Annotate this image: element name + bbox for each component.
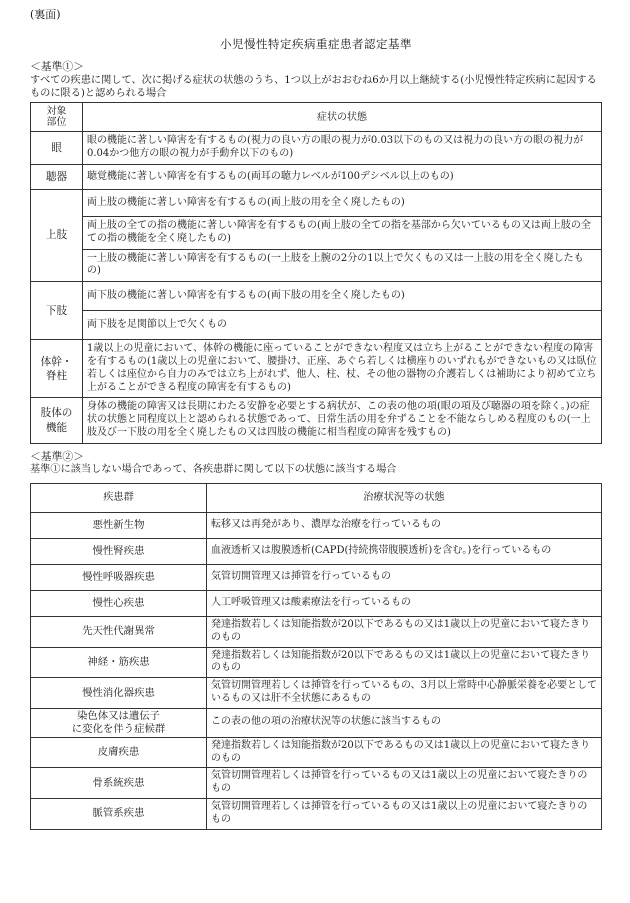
row-symptom: 1歳以上の児童において、体幹の機能に座っていることができない程度又は立ち上がることができない程度の障害を有するもの(1歳以上の児童において、腰掛け、正座、あぐら若しくは横座りのいずれもができないもの又は臥位若しくは座位から自力のみでは立ち上がれず、他人、柱、杖、その他の器物の介護若しくは補助により初めて立ち上がることができる程度の障害を有するもの)	[83, 340, 602, 398]
row-category: 眼	[31, 132, 83, 165]
row-treatment-status: 気管切開管理若しくは挿管を行っているもの又は1歳以上の児童において寝たきりのもの	[207, 799, 602, 830]
row-disease-group: 慢性消化器疾患	[31, 678, 207, 709]
column-header-disease-group: 疾患群	[31, 484, 207, 513]
row-category: 体幹・ 脊柱	[31, 340, 83, 398]
row-treatment-status: 人工呼吸管理又は酸素療法を行っているもの	[207, 591, 602, 617]
row-disease-group: 神経・筋疾患	[31, 647, 207, 678]
table-row	[31, 340, 602, 398]
row-disease-group: 脈管系疾患	[31, 799, 207, 830]
table-row	[31, 513, 602, 539]
table-row	[31, 768, 602, 799]
table-row	[31, 799, 602, 830]
row-treatment-status: 血液透析又は腹膜透析(CAPD(持続携帯腹膜透析)を含む。)を行っているもの	[207, 539, 602, 565]
row-symptom: 聴覚機能に著しい障害を有するもの(両耳の聴力レベルが100デシベル以上のもの)	[83, 165, 602, 190]
criteria1-table	[30, 102, 602, 443]
table-row	[31, 591, 602, 617]
table-row	[31, 539, 602, 565]
row-disease-group: 染色体又は遺伝子 に変化を伴う症候群	[31, 708, 207, 737]
criteria2-table	[30, 483, 602, 830]
back-side-label: (裏面)	[30, 8, 61, 21]
table-row	[31, 217, 602, 250]
row-treatment-status: 転移又は再発があり、濃厚な治療を行っているもの	[207, 513, 602, 539]
criteria1-intro: すべての疾患に関して、次に掲げる症状の状態のうち、1つ以上がおおむね6か月以上継続する(小児慢性特定疾病に起因するものに限る)と認められる場合	[30, 74, 597, 99]
table-row	[31, 398, 602, 443]
row-category: 肢体の 機能	[31, 398, 83, 443]
row-disease-group: 皮膚疾患	[31, 737, 207, 768]
document-page	[30, 8, 602, 830]
row-disease-group: 骨系統疾患	[31, 768, 207, 799]
criteria2-heading: ＜基準②＞	[30, 449, 84, 463]
table-row	[31, 708, 602, 737]
row-treatment-status: 気管切開管理若しくは挿管を行っているもの、3月以上常時中心静脈栄養を必要としているもの又は肝不全状態にあるもの	[207, 678, 602, 709]
row-treatment-status: 発達指数若しくは知能指数が20以下であるもの又は1歳以上の児童において寝たきりのもの	[207, 647, 602, 678]
row-disease-group: 慢性呼吸器疾患	[31, 565, 207, 591]
table-row	[31, 678, 602, 709]
row-symptom: 一上肢の機能に著しい障害を有するもの(一上肢を上腕の2分の1以上で欠くもの又は一上肢の用を全く廃したもの)	[83, 249, 602, 282]
row-symptom: 両上肢の全ての指の機能に著しい障害を有するもの(両上肢の全ての指を基部から欠いているもの又は両上肢の全ての指の機能を全く廃したもの)	[83, 217, 602, 250]
row-treatment-status: 発達指数若しくは知能指数が20以下であるもの又は1歳以上の児童において寝たきりのもの	[207, 737, 602, 768]
table-row	[31, 737, 602, 768]
row-disease-group: 悪性新生物	[31, 513, 207, 539]
table-row	[31, 132, 602, 165]
row-disease-group: 先天性代謝異常	[31, 617, 207, 648]
table-row	[31, 311, 602, 340]
criteria2-intro: 基準①に該当しない場合であって、各疾患群に関して以下の状態に該当する場合	[30, 464, 397, 476]
row-disease-group: 慢性腎疾患	[31, 539, 207, 565]
row-symptom: 身体の機能の障害又は長期にわたる安静を必要とする病状が、この表の他の項(眼の項及び聴器の項を除く。)の症状の状態と同程度以上と認められる状態であって、日常生活の用を弁ずることを不能ならしめる程度のもの(一上肢及び一下肢の用を全く廃したもの又は四肢の機能に相当程度の障害を残すもの)	[83, 398, 602, 443]
table-row	[31, 282, 602, 311]
table-row	[31, 617, 602, 648]
column-header-symptom: 症状の状態	[83, 103, 602, 132]
row-treatment-status: この表の他の項の治療状況等の状態に該当するもの	[207, 708, 602, 737]
criteria1-heading: ＜基準①＞	[30, 60, 84, 74]
row-disease-group: 慢性心疾患	[31, 591, 207, 617]
row-treatment-status: 発達指数若しくは知能指数が20以下であるもの又は1歳以上の児童において寝たきりのもの	[207, 617, 602, 648]
page-title: 小児慢性特定疾病重症患者認定基準	[220, 36, 412, 51]
row-symptom: 眼の機能に著しい障害を有するもの(視力の良い方の眼の視力が0.03以下のもの又は視力の良い方の眼の視力が0.04かつ他方の眼の視力が手動弁以下のもの)	[83, 132, 602, 165]
column-header-site: 対象 部位	[31, 103, 83, 132]
table-row	[31, 190, 602, 217]
row-symptom: 両下肢を足関節以上で欠くもの	[83, 311, 602, 340]
column-header-treatment-status: 治療状況等の状態	[207, 484, 602, 513]
row-category: 聴器	[31, 165, 83, 190]
row-symptom: 両上肢の機能に著しい障害を有するもの(両上肢の用を全く廃したもの)	[83, 190, 602, 217]
table-row	[31, 647, 602, 678]
row-treatment-status: 気管切開管理若しくは挿管を行っているもの又は1歳以上の児童において寝たきりのもの	[207, 768, 602, 799]
row-category: 上肢	[31, 190, 83, 282]
row-symptom: 両下肢の機能に著しい障害を有するもの(両下肢の用を全く廃したもの)	[83, 282, 602, 311]
table-row	[31, 249, 602, 282]
table-row	[31, 565, 602, 591]
table-row	[31, 165, 602, 190]
row-category: 下肢	[31, 282, 83, 340]
row-treatment-status: 気管切開管理又は挿管を行っているもの	[207, 565, 602, 591]
